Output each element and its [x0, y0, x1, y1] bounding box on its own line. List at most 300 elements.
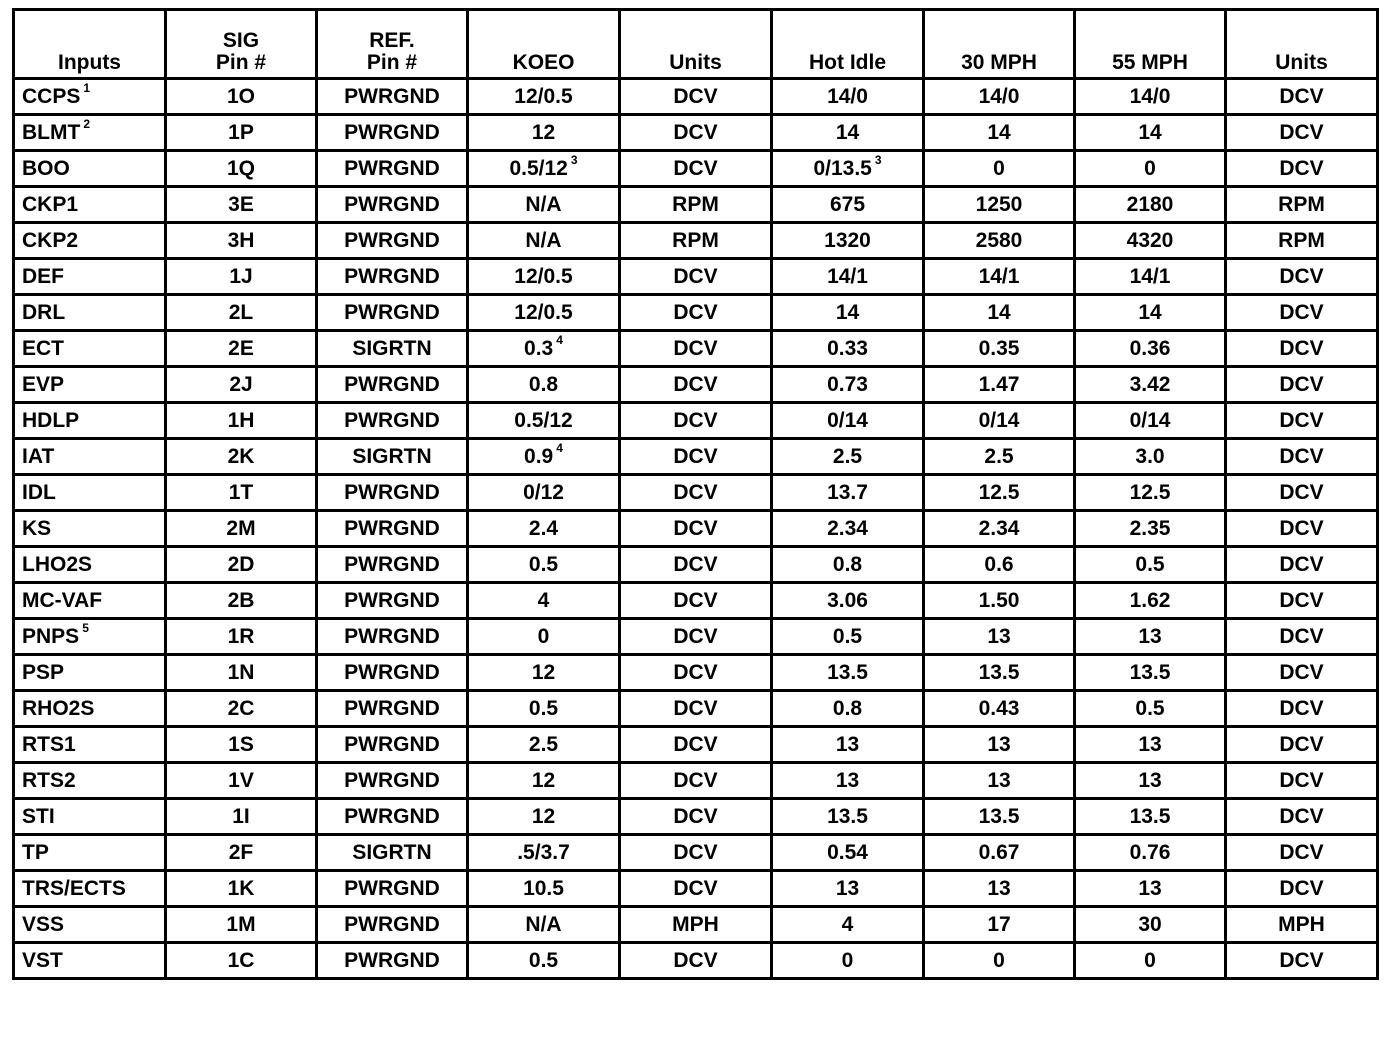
cell-text: 0/14 [978, 408, 1020, 432]
ref-pin-cell [317, 871, 468, 907]
cell-text: 0 [537, 624, 550, 648]
koeo-value-cell [468, 799, 620, 835]
cell-text: DCV [673, 120, 718, 144]
cell-text: 13 [987, 732, 1011, 756]
header-text: 30 MPH [961, 51, 1037, 74]
cell-text: IAT [22, 444, 55, 468]
55-mph-value-cell [1075, 547, 1226, 583]
55-mph-value-cell [1075, 871, 1226, 907]
table-row [14, 511, 1378, 547]
cell-text: DCV [1279, 588, 1324, 612]
cell-text: 2.35 [1129, 516, 1171, 540]
footnote-marker: 4 [556, 440, 563, 455]
table-row [14, 403, 1378, 439]
sig-pin-cell [166, 115, 317, 151]
cell-text: PWRGND [344, 192, 440, 216]
cell-text: 13 [987, 768, 1011, 792]
cell-text: SIGRTN [352, 336, 432, 360]
koeo-value-cell [468, 691, 620, 727]
table-row [14, 223, 1378, 259]
30-mph-value-cell [924, 115, 1075, 151]
input-name-cell [14, 115, 166, 151]
cell-text: 13 [1138, 732, 1162, 756]
cell-text: DCV [673, 948, 718, 972]
30-mph-value-cell [924, 655, 1075, 691]
table-row [14, 655, 1378, 691]
sig-pin-cell [166, 871, 317, 907]
table-row [14, 619, 1378, 655]
ref-pin-cell [317, 331, 468, 367]
header-koeo [468, 10, 620, 79]
header-text: Units [669, 51, 722, 74]
header-text: Inputs [58, 51, 121, 74]
hot-idle-value-cell [772, 583, 924, 619]
hot-idle-value-cell [772, 79, 924, 115]
units-cell [1226, 367, 1378, 403]
cell-text: DCV [673, 300, 718, 324]
units-cell [620, 223, 772, 259]
cell-text: 0.36 [1129, 336, 1171, 360]
30-mph-value-cell [924, 763, 1075, 799]
units-cell [1226, 835, 1378, 871]
input-name-cell [14, 511, 166, 547]
cell-text: RPM [1278, 192, 1325, 216]
sig-pin-cell [166, 79, 317, 115]
cell-text: PWRGND [344, 156, 440, 180]
table-row [14, 871, 1378, 907]
cell-text: PWRGND [344, 552, 440, 576]
koeo-value-cell [468, 115, 620, 151]
footnote-marker: 4 [556, 332, 563, 347]
header-text: Hot Idle [809, 51, 886, 74]
cell-text: DCV [1279, 408, 1324, 432]
units-cell [620, 799, 772, 835]
table-row [14, 115, 1378, 151]
hot-idle-value-cell [772, 511, 924, 547]
30-mph-value-cell [924, 835, 1075, 871]
cell-text: PWRGND [344, 588, 440, 612]
units-cell [620, 763, 772, 799]
units-cell [620, 511, 772, 547]
cell-text: 3.0 [1135, 444, 1165, 468]
hot-idle-value-cell [772, 115, 924, 151]
ref-pin-cell [317, 655, 468, 691]
table-row [14, 331, 1378, 367]
units-cell [620, 403, 772, 439]
units-cell [620, 835, 772, 871]
cell-text: 2.5 [832, 444, 863, 468]
cell-text: 0 [841, 948, 854, 972]
ref-pin-cell [317, 295, 468, 331]
cell-text: 0/13.5 [813, 156, 872, 180]
units-cell [1226, 439, 1378, 475]
units-cell [1226, 763, 1378, 799]
units-cell [620, 475, 772, 511]
55-mph-value-cell [1075, 259, 1226, 295]
table-row [14, 835, 1378, 871]
cell-text: MPH [1278, 912, 1325, 936]
ref-pin-cell [317, 259, 468, 295]
cell-text: 0.8 [528, 372, 559, 396]
units-cell [620, 115, 772, 151]
units-cell [1226, 115, 1378, 151]
ref-pin-cell [317, 619, 468, 655]
cell-text: PNPS [22, 624, 80, 648]
55-mph-value-cell [1075, 511, 1226, 547]
hot-idle-value-cell [772, 475, 924, 511]
units-cell [620, 727, 772, 763]
55-mph-value-cell [1075, 835, 1226, 871]
table-row [14, 799, 1378, 835]
cell-text: PWRGND [344, 696, 440, 720]
cell-text: 13.5 [827, 804, 868, 828]
cell-text: DCV [673, 660, 718, 684]
cell-text: DCV [673, 408, 718, 432]
footnote-marker: 3 [570, 152, 578, 167]
cell-text: DCV [673, 264, 718, 288]
table-row [14, 691, 1378, 727]
cell-text: 1K [227, 876, 255, 900]
cell-text: 0 [993, 948, 1005, 972]
header-30-mph [924, 10, 1075, 79]
units-cell [1226, 871, 1378, 907]
cell-text: 12 [531, 768, 556, 792]
30-mph-value-cell [924, 79, 1075, 115]
cell-text: 0.3 [524, 336, 554, 360]
input-name-cell [14, 583, 166, 619]
sig-pin-cell [166, 835, 317, 871]
table-row [14, 151, 1378, 187]
units-cell [1226, 547, 1378, 583]
cell-text: 13 [987, 876, 1011, 900]
cell-text: 2K [227, 444, 255, 468]
sig-pin-cell [166, 763, 317, 799]
ref-pin-cell [317, 835, 468, 871]
cell-text: RHO2S [22, 696, 95, 720]
koeo-value-cell [468, 727, 620, 763]
koeo-value-cell [468, 835, 620, 871]
cell-text: DCV [1279, 840, 1324, 864]
sig-pin-cell [166, 403, 317, 439]
ref-pin-cell [317, 907, 468, 943]
30-mph-value-cell [924, 403, 1075, 439]
cell-text: 1C [227, 948, 255, 972]
cell-text: 0 [1144, 948, 1156, 972]
cell-text: 13.5 [827, 660, 868, 684]
cell-text: BOO [22, 156, 70, 180]
input-name-cell [14, 403, 166, 439]
ref-pin-cell [317, 79, 468, 115]
units-cell [620, 619, 772, 655]
cell-text: PWRGND [344, 876, 440, 900]
cell-text: 1H [227, 408, 255, 432]
55-mph-value-cell [1075, 331, 1226, 367]
cell-text: DCV [673, 372, 718, 396]
cell-text: DCV [1279, 552, 1324, 576]
30-mph-value-cell [924, 331, 1075, 367]
units-cell [1226, 511, 1378, 547]
hot-idle-value-cell [772, 835, 924, 871]
hot-idle-value-cell [772, 151, 924, 187]
input-name-cell [14, 187, 166, 223]
cell-text: 2F [228, 840, 254, 864]
units-cell [1226, 259, 1378, 295]
koeo-value-cell [468, 619, 620, 655]
30-mph-value-cell [924, 727, 1075, 763]
30-mph-value-cell [924, 799, 1075, 835]
table-row [14, 475, 1378, 511]
cell-text: 13 [1138, 876, 1162, 900]
cell-text: ECT [22, 336, 64, 360]
cell-text: DCV [673, 588, 718, 612]
sig-pin-cell [166, 367, 317, 403]
cell-text: 1.47 [978, 372, 1020, 396]
koeo-value-cell [468, 871, 620, 907]
cell-text: 14/1 [1129, 264, 1171, 288]
cell-text: 0.43 [978, 696, 1020, 720]
30-mph-value-cell [924, 871, 1075, 907]
table-row [14, 295, 1378, 331]
sig-pin-cell [166, 583, 317, 619]
units-cell [1226, 331, 1378, 367]
cell-text: DCV [673, 444, 718, 468]
input-name-cell [14, 331, 166, 367]
cell-text: 13.5 [978, 804, 1020, 828]
sig-pin-cell [166, 655, 317, 691]
cell-text: 1N [227, 660, 255, 684]
cell-text: 14 [835, 120, 860, 144]
units-cell [620, 295, 772, 331]
koeo-value-cell [468, 547, 620, 583]
30-mph-value-cell [924, 547, 1075, 583]
hot-idle-value-cell [772, 295, 924, 331]
cell-text: PSP [22, 660, 65, 684]
cell-text: 0 [1144, 156, 1156, 180]
cell-text: PWRGND [344, 768, 440, 792]
cell-text: TP [22, 840, 49, 864]
hot-idle-value-cell [772, 367, 924, 403]
cell-text: 2E [228, 336, 254, 360]
cell-text: 0 [993, 156, 1005, 180]
cell-text: 17 [987, 912, 1011, 936]
cell-text: DCV [1279, 804, 1324, 828]
cell-text: 10.5 [523, 876, 564, 900]
units-cell [620, 187, 772, 223]
header-text: Pin # [215, 51, 267, 74]
30-mph-value-cell [924, 259, 1075, 295]
cell-text: 12/0.5 [514, 84, 573, 108]
koeo-value-cell [468, 367, 620, 403]
30-mph-value-cell [924, 151, 1075, 187]
input-name-cell [14, 619, 166, 655]
cell-text: 0.67 [978, 840, 1020, 864]
ref-pin-cell [317, 691, 468, 727]
ref-pin-cell [317, 943, 468, 979]
koeo-value-cell [468, 907, 620, 943]
ref-pin-cell [317, 187, 468, 223]
koeo-value-cell [468, 151, 620, 187]
cell-text: 2B [227, 588, 255, 612]
units-cell [1226, 799, 1378, 835]
cell-text: DCV [1279, 480, 1324, 504]
ref-pin-cell [317, 475, 468, 511]
30-mph-value-cell [924, 475, 1075, 511]
cell-text: SIGRTN [352, 840, 432, 864]
cell-text: 13 [1138, 768, 1162, 792]
cell-text: 2C [227, 696, 255, 720]
units-cell [1226, 727, 1378, 763]
hot-idle-value-cell [772, 187, 924, 223]
cell-text: 14 [987, 120, 1011, 144]
cell-text: DCV [673, 336, 718, 360]
cell-text: 14 [1138, 120, 1162, 144]
cell-text: BLMT [22, 120, 81, 144]
cell-text: CKP2 [22, 228, 79, 252]
cell-text: DEF [22, 264, 64, 288]
cell-text: 4320 [1126, 228, 1174, 252]
table-row [14, 187, 1378, 223]
cell-text: KS [22, 516, 52, 540]
koeo-value-cell [468, 763, 620, 799]
cell-text: 13 [835, 732, 860, 756]
hot-idle-value-cell [772, 547, 924, 583]
cell-text: 14/1 [978, 264, 1020, 288]
table-row [14, 907, 1378, 943]
table-row [14, 583, 1378, 619]
input-name-cell [14, 367, 166, 403]
header-text: KOEO [512, 51, 575, 74]
input-name-cell [14, 943, 166, 979]
hot-idle-value-cell [772, 763, 924, 799]
cell-text: DCV [673, 840, 718, 864]
55-mph-value-cell [1075, 223, 1226, 259]
cell-text: PWRGND [344, 228, 440, 252]
input-name-cell [14, 727, 166, 763]
cell-text: 13 [987, 624, 1011, 648]
input-name-cell [14, 655, 166, 691]
cell-text: 0/12 [523, 480, 564, 504]
cell-text: 13 [835, 768, 860, 792]
cell-text: PWRGND [344, 804, 440, 828]
koeo-value-cell [468, 655, 620, 691]
cell-text: SIGRTN [352, 444, 432, 468]
input-name-cell [14, 835, 166, 871]
header-inputs [14, 10, 166, 79]
cell-text: DCV [1279, 372, 1324, 396]
cell-text: 0.8 [832, 696, 863, 720]
hot-idle-value-cell [772, 871, 924, 907]
units-cell [1226, 79, 1378, 115]
sig-pin-cell [166, 727, 317, 763]
cell-text: 2180 [1126, 192, 1174, 216]
55-mph-value-cell [1075, 727, 1226, 763]
cell-text: 3.42 [1129, 372, 1171, 396]
cell-text: LHO2S [22, 552, 93, 576]
units-cell [1226, 223, 1378, 259]
cell-text: PWRGND [344, 660, 440, 684]
cell-text: DCV [1279, 300, 1324, 324]
cell-text: DCV [1279, 768, 1324, 792]
units-cell [1226, 475, 1378, 511]
header-ref-pin [317, 10, 468, 79]
input-name-cell [14, 907, 166, 943]
55-mph-value-cell [1075, 151, 1226, 187]
koeo-value-cell [468, 439, 620, 475]
cell-text: DCV [1279, 84, 1324, 108]
input-name-cell [14, 799, 166, 835]
cell-text: 0.8 [832, 552, 863, 576]
55-mph-value-cell [1075, 295, 1226, 331]
ref-pin-cell [317, 511, 468, 547]
sig-pin-cell [166, 907, 317, 943]
cell-text: 12 [531, 120, 556, 144]
55-mph-value-cell [1075, 691, 1226, 727]
hot-idle-value-cell [772, 691, 924, 727]
cell-text: DCV [673, 732, 718, 756]
sig-pin-cell [166, 475, 317, 511]
cell-text: RPM [672, 228, 719, 252]
cell-text: 2L [228, 300, 254, 324]
55-mph-value-cell [1075, 763, 1226, 799]
units-cell [620, 943, 772, 979]
units-cell [620, 907, 772, 943]
cell-text: 675 [829, 192, 866, 216]
hot-idle-value-cell [772, 331, 924, 367]
cell-text: 4 [537, 588, 550, 612]
cell-text: 30 [1138, 912, 1162, 936]
sig-pin-cell [166, 511, 317, 547]
cell-text: 1Q [226, 156, 255, 180]
cell-text: 1.62 [1129, 588, 1171, 612]
30-mph-value-cell [924, 223, 1075, 259]
hot-idle-value-cell [772, 259, 924, 295]
cell-text: 14 [835, 300, 860, 324]
cell-text: 12/0.5 [514, 300, 573, 324]
cell-text: 14/0 [1129, 84, 1171, 108]
cell-text: 2D [227, 552, 255, 576]
sig-pin-cell [166, 619, 317, 655]
cell-text: 3E [228, 192, 254, 216]
cell-text: DCV [1279, 696, 1324, 720]
input-name-cell [14, 691, 166, 727]
cell-text: 2J [229, 372, 253, 396]
55-mph-value-cell [1075, 367, 1226, 403]
cell-text: RTS1 [22, 732, 76, 756]
55-mph-value-cell [1075, 403, 1226, 439]
55-mph-value-cell [1075, 907, 1226, 943]
table-row [14, 547, 1378, 583]
cell-text: 1R [227, 624, 255, 648]
cell-text: PWRGND [344, 732, 440, 756]
units-cell [620, 331, 772, 367]
cell-text: DCV [673, 552, 718, 576]
cell-text: DCV [1279, 156, 1324, 180]
cell-text: 14 [987, 300, 1011, 324]
cell-text: 14/0 [827, 84, 868, 108]
sig-pin-cell [166, 799, 317, 835]
cell-text: DCV [673, 84, 718, 108]
cell-text: DCV [673, 876, 718, 900]
input-name-cell [14, 439, 166, 475]
units-cell [620, 367, 772, 403]
hot-idle-value-cell [772, 727, 924, 763]
units-cell [1226, 907, 1378, 943]
header-hot-idle [772, 10, 924, 79]
sig-pin-cell [166, 151, 317, 187]
cell-text: PWRGND [344, 624, 440, 648]
55-mph-value-cell [1075, 439, 1226, 475]
30-mph-value-cell [924, 187, 1075, 223]
